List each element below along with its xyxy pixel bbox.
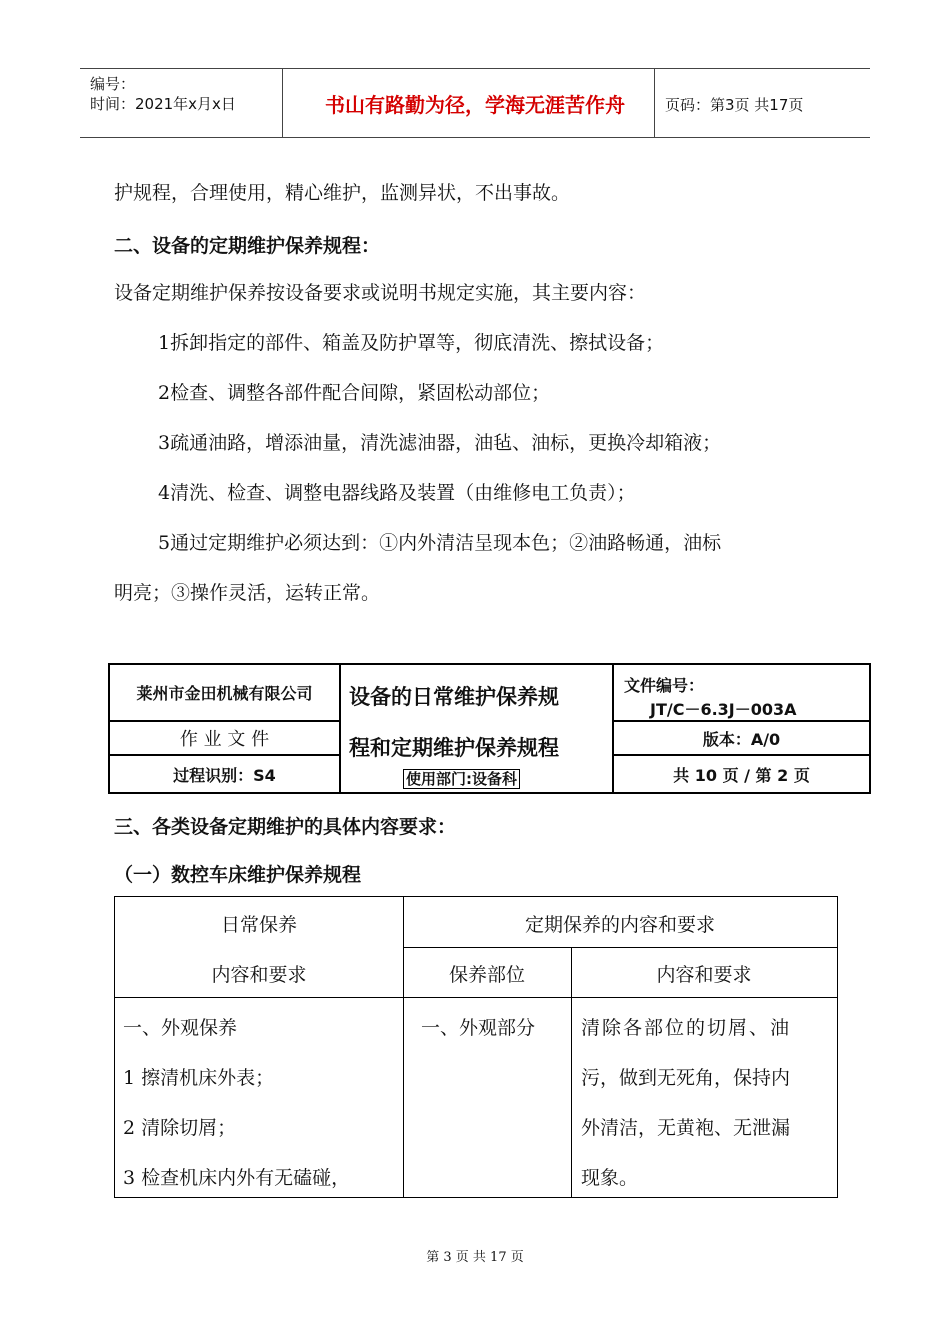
body-line: 护规程，合理使用，精心维护，监测异状，不出事故。 [114,182,571,204]
page-count: 共 10 页 / 第 2 页 [673,765,810,785]
table-cell-line: 污，做到无死角，保持内 [581,1067,791,1089]
doc-number-label: 编号： [90,75,136,93]
document-header-box [108,663,871,794]
file-number-label: 文件编号： [624,676,705,695]
file-number: JT/C－6.3J－003A [650,700,797,719]
list-item-continuation: 明亮；③操作灵活，运转正常。 [114,582,381,604]
table-cell-line: 一、外观部分 [421,1017,536,1039]
header-divider [654,69,655,137]
document-title-line: 程和定期维护保养规程 [349,736,559,760]
page-header [80,68,870,138]
list-item: 5通过定期维护必须达到：①内外清洁呈现本色；②油路畅通，油标 [158,532,722,554]
using-department: 使用部门:设备科 [403,769,520,789]
header-page-info: 页码：第3页 共17页 [665,96,804,114]
table-cell-line: 清除各部位的切屑、油 [581,1017,792,1039]
doc-time-label: 时间：2021年x月x日 [90,95,236,113]
table-header-part: 保养部位 [448,964,525,986]
table-cell-line: 现象。 [581,1167,639,1189]
table-header-periodic: 定期保养的内容和要求 [524,914,715,936]
table-cell-line: 3 检查机床内外有无磕碰， [123,1167,351,1189]
subsection-heading: （一）数控车床维护保养规程 [114,864,362,886]
document-type: 作 业 文 件 [110,722,341,756]
list-item: 2检查、调整各部件配合间隙，紧固松动部位； [158,382,551,404]
body-intro: 设备定期维护保养按设备要求或说明书规定实施，其主要内容： [114,282,647,304]
maintenance-table [114,896,838,1198]
list-item: 4清洗、检查、调整电器线路及装置（由维修电工负责）； [158,482,636,504]
section-heading: 二、设备的定期维护保养规程： [114,235,381,257]
table-header-content: 内容和要求 [656,964,752,986]
document-title-line: 设备的日常维护保养规 [349,685,559,709]
table-header-daily: 日常保养 [220,914,297,936]
table-divider [403,947,837,948]
table-divider [115,997,837,998]
company-name: 莱州市金田机械有限公司 [110,665,341,722]
document-title [341,665,614,792]
table-cell-line: 一、外观保养 [123,1017,238,1039]
list-item: 3疏通油路，增添油量，清洗滤油器，油毡、油标，更换冷却箱液； [158,432,722,454]
file-number-cell [614,665,869,722]
table-divider [403,897,404,1197]
header-divider [282,69,283,137]
process-id: 过程识别：S4 [110,756,341,792]
version: 版本：A/0 [614,722,869,756]
list-item: 1拆卸指定的部件、箱盖及防护罩等，彻底清洗、擦拭设备； [158,332,665,354]
section-heading: 三、各类设备定期维护的具体内容要求： [114,816,457,838]
page-footer: 第 3 页 共 17 页 [426,1250,524,1265]
table-header-daily-sub: 内容和要求 [211,964,307,986]
table-cell-line: 1 擦清机床外表； [123,1067,275,1089]
table-cell-line: 2 清除切屑； [123,1117,237,1139]
header-motto: 书山有路勤为径，学海无涯苦作舟 [325,93,625,117]
table-cell-line: 外清洁，无黄袍、无泄漏 [581,1117,791,1139]
